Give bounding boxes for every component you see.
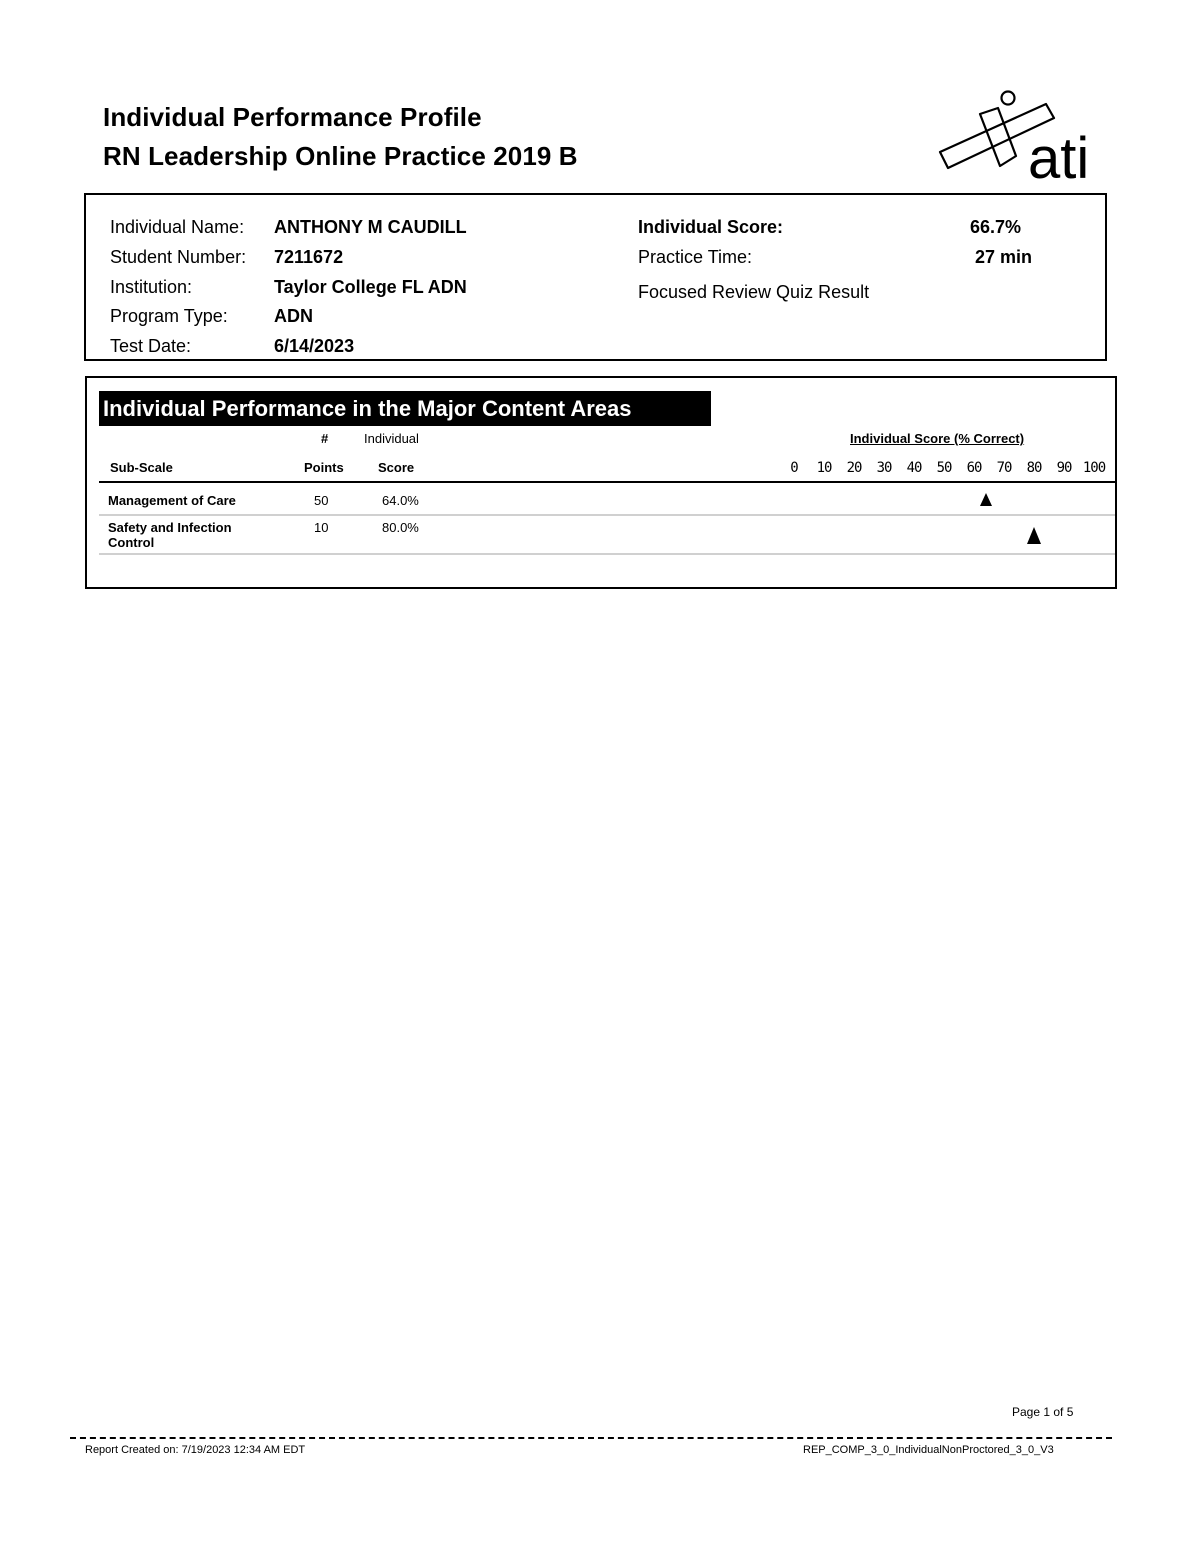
report-created: Report Created on: 7/19/2023 12:34 AM EDT bbox=[85, 1444, 306, 1456]
tick-label: 10 bbox=[816, 460, 832, 476]
header-divider bbox=[99, 481, 1115, 483]
program-type-value: ADN bbox=[274, 306, 313, 326]
subscale-name: Management of Care bbox=[108, 493, 236, 508]
test-date-value: 6/14/2023 bbox=[274, 336, 355, 356]
test-date-label: Test Date: bbox=[110, 336, 192, 356]
report-id: REP_COMP_3_0_IndividualNonProctored_3_0_V3 bbox=[803, 1444, 1054, 1456]
tick-label: 80 bbox=[1026, 460, 1042, 476]
score-value: 80.0% bbox=[382, 520, 419, 535]
individual-score-value: 66.7% bbox=[970, 217, 1022, 237]
row-divider bbox=[99, 553, 1115, 555]
scale-ticks bbox=[87, 460, 1117, 480]
page-subtitle: RN Leadership Online Practice 2019 B bbox=[103, 141, 578, 171]
score-header: Score bbox=[378, 460, 415, 475]
subscale-name: Safety and Infection Control bbox=[108, 520, 232, 550]
name-value: ANTHONY M CAUDILL bbox=[274, 217, 467, 237]
table-row bbox=[87, 484, 1117, 514]
program-type-label: Program Type: bbox=[110, 306, 228, 326]
scale-title: Individual Score (% Correct) bbox=[850, 431, 1025, 446]
page-number: Page 1 of 5 bbox=[1012, 1405, 1074, 1419]
student-info-panel bbox=[84, 193, 1107, 361]
points-value: 50 bbox=[314, 493, 329, 508]
tick-label: 60 bbox=[966, 460, 982, 476]
name-label: Individual Name: bbox=[110, 217, 245, 237]
tick-label: 30 bbox=[876, 460, 892, 476]
score-value: 64.0% bbox=[382, 493, 419, 508]
table-row bbox=[87, 517, 1117, 553]
performance-panel bbox=[85, 376, 1117, 589]
tick-label: 90 bbox=[1056, 460, 1072, 476]
points-value: 10 bbox=[314, 520, 329, 535]
focused-review-label: Focused Review Quiz Result bbox=[638, 282, 870, 302]
institution-label: Institution: bbox=[110, 277, 193, 297]
points-header: Points bbox=[304, 460, 344, 475]
tick-label: 50 bbox=[936, 460, 952, 476]
logo-text: ati bbox=[1028, 126, 1090, 182]
tick-label: 40 bbox=[906, 460, 922, 476]
tick-label: 0 bbox=[790, 460, 798, 476]
subscale-header: Sub-Scale bbox=[110, 460, 173, 475]
points-header-top: # bbox=[321, 431, 329, 446]
student-number-value: 7211672 bbox=[274, 247, 344, 267]
score-marker bbox=[980, 493, 992, 506]
page-title: Individual Performance Profile bbox=[103, 102, 482, 132]
tick-label: 20 bbox=[846, 460, 862, 476]
practice-time-label: Practice Time: bbox=[638, 247, 753, 267]
score-marker bbox=[1027, 527, 1041, 544]
student-number-label: Student Number: bbox=[110, 247, 247, 267]
practice-time-value: 27 min bbox=[975, 247, 1033, 267]
footer-divider bbox=[70, 1437, 1112, 1439]
tick-label: 100 bbox=[1082, 460, 1106, 476]
ati-logo-icon bbox=[936, 86, 1106, 182]
score-header-top: Individual bbox=[364, 431, 419, 446]
tick-label: 70 bbox=[996, 460, 1012, 476]
section-title: Individual Performance in the Major Content Areas bbox=[99, 391, 711, 426]
individual-score-label: Individual Score: bbox=[638, 217, 784, 237]
row-divider bbox=[99, 514, 1115, 516]
institution-value: Taylor College FL ADN bbox=[274, 277, 467, 297]
